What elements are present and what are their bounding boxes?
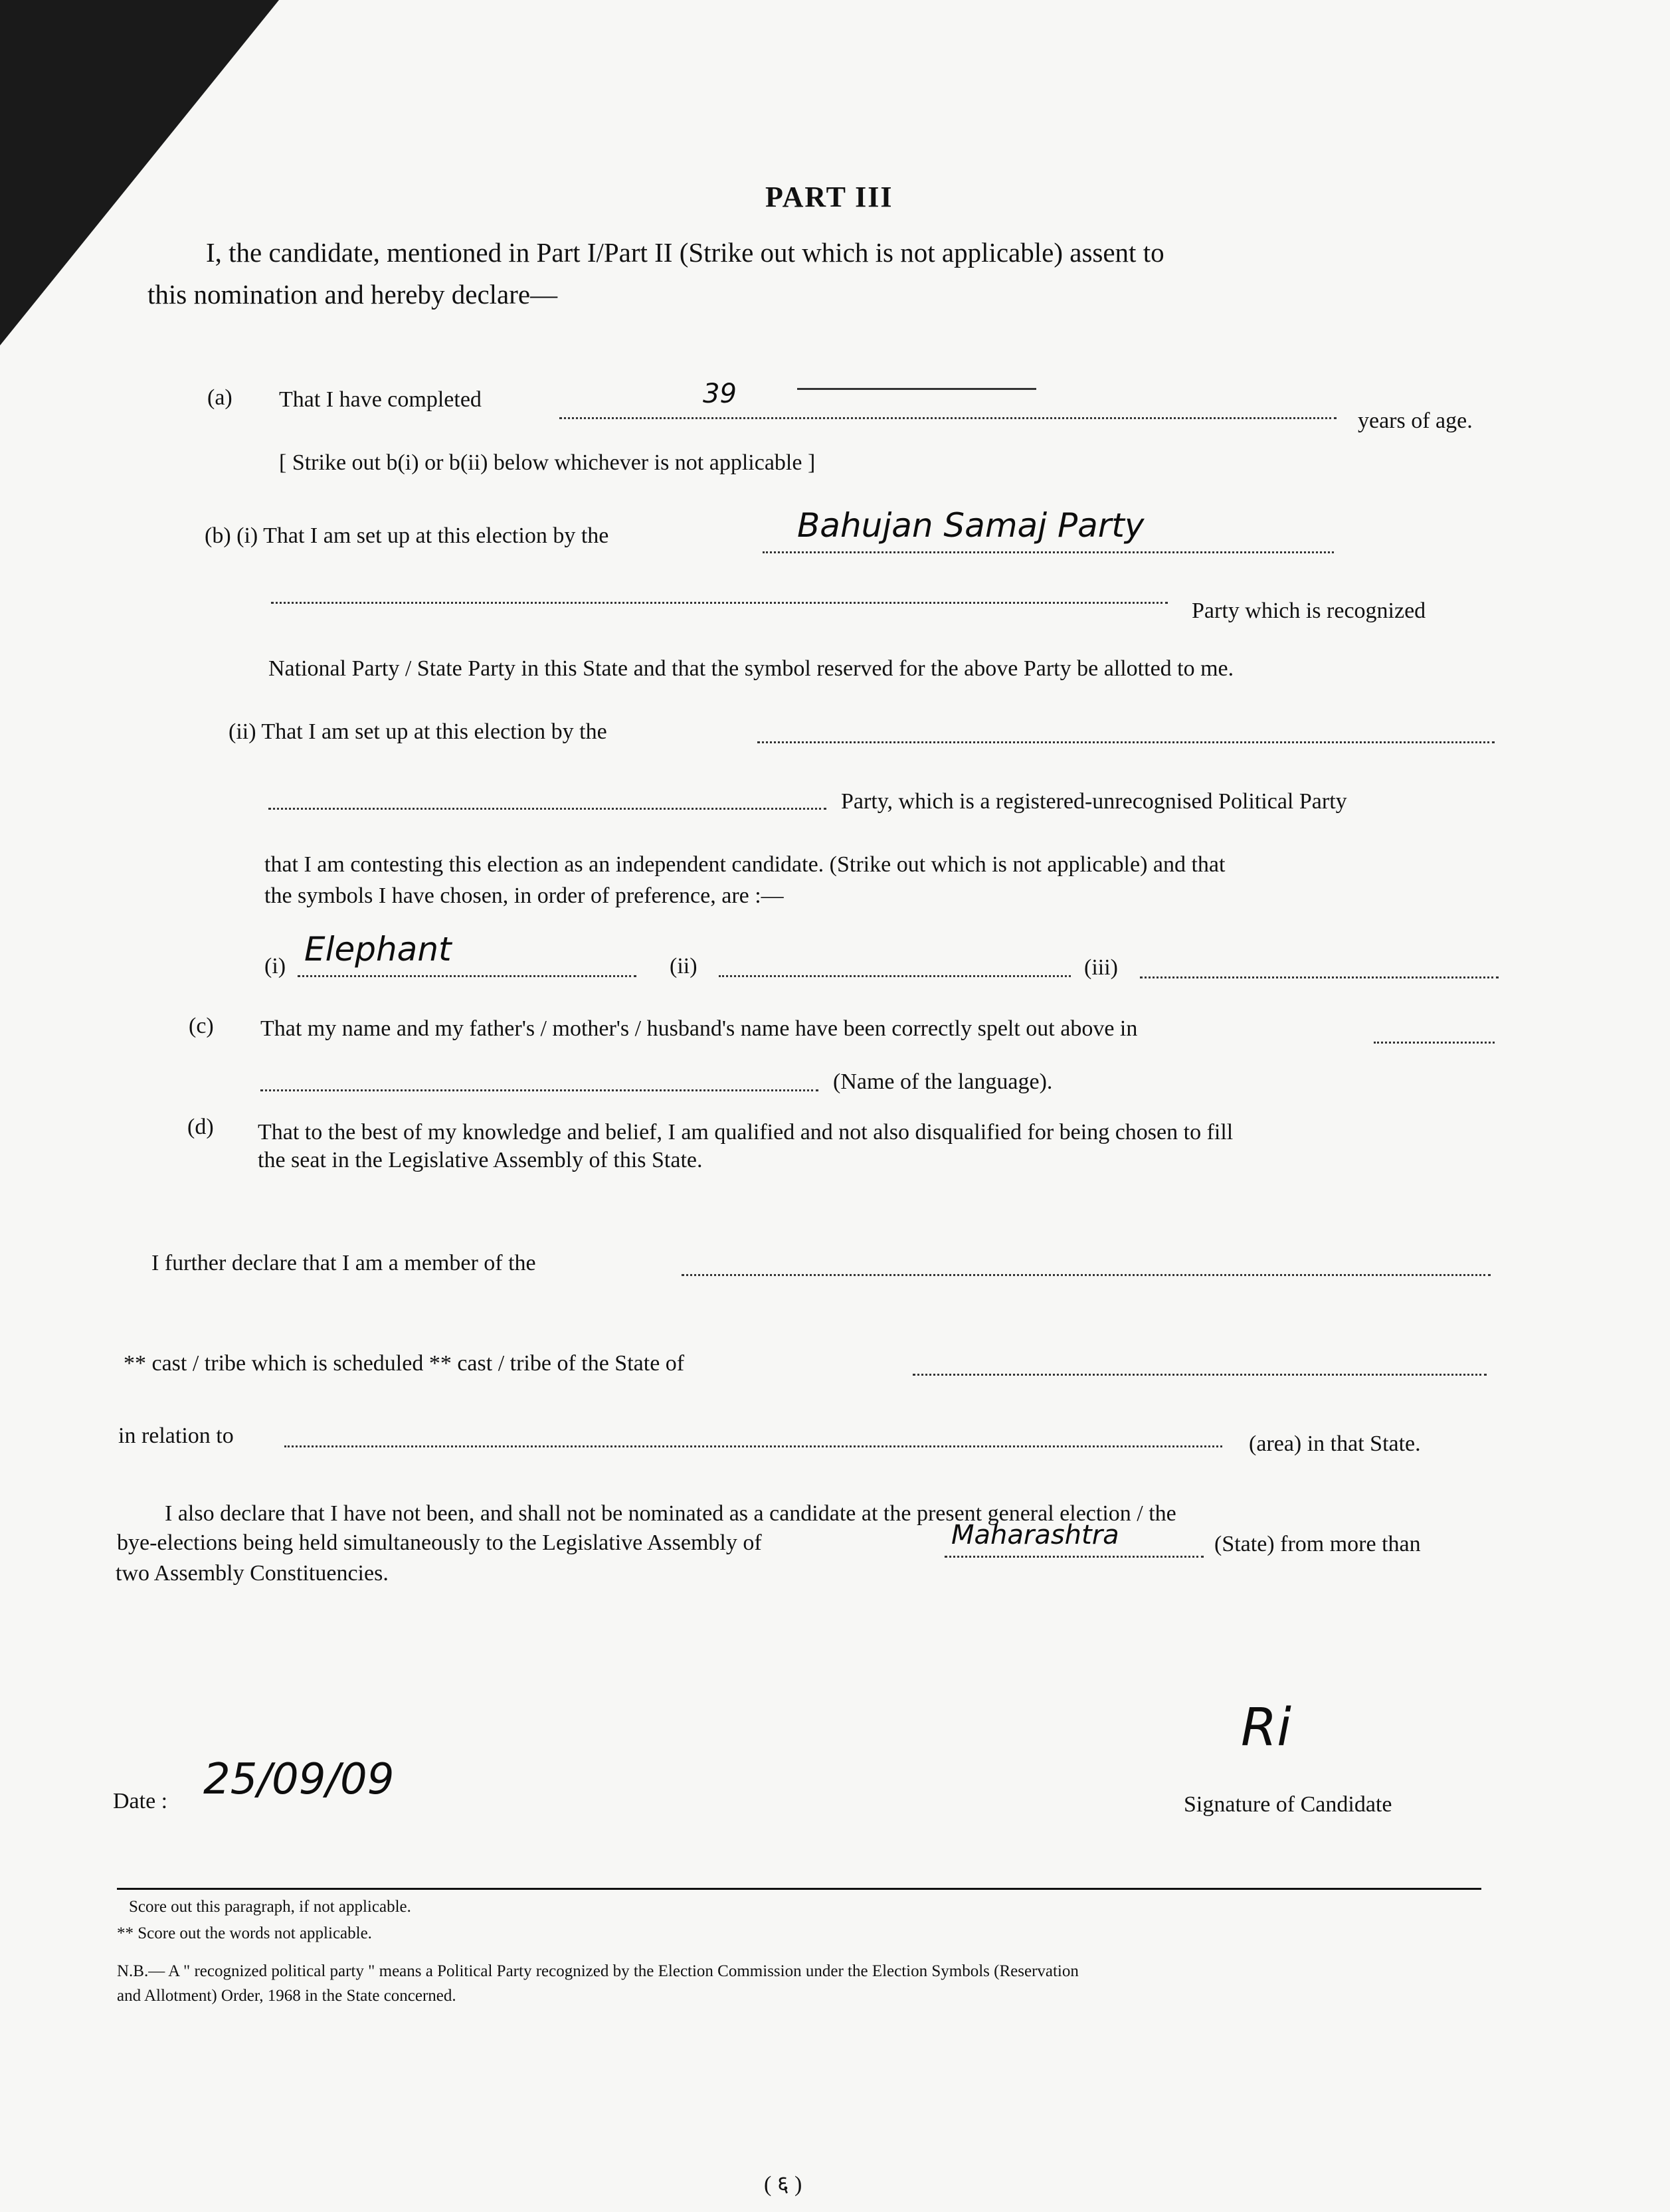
intro-line-2: this nomination and hereby declare— [147, 279, 558, 310]
language-field[interactable] [1374, 1042, 1495, 1044]
footnote-rule [117, 1888, 1481, 1890]
item-b1-line3: National Party / State Party in this State and that the symbol reserved for the above Party be allotted to me. [268, 656, 1234, 681]
registered-party-field[interactable] [757, 741, 1495, 743]
age-value: 39 [703, 379, 737, 409]
symbol-i-label: (i) [264, 954, 286, 978]
registered-party-field-line-2[interactable] [268, 808, 826, 810]
item-a-label: (a) [207, 385, 232, 410]
language-field-line-2[interactable] [260, 1089, 818, 1091]
further-line-3-prefix: in relation to [118, 1424, 234, 1448]
symbol-iii-field[interactable] [1140, 976, 1499, 978]
page-number: ( ६ ) [764, 2172, 802, 2197]
item-d-line-2: the seat in the Legislative Assembly of this State. [258, 1148, 703, 1172]
age-field[interactable] [559, 417, 1337, 419]
item-d-line-1: That to the best of my knowledge and belief, I am qualified and not also disqualified for being chosen to fill [258, 1120, 1234, 1145]
item-d-label: (d) [187, 1115, 214, 1139]
also-line-1: I also declare that I have not been, and shall not be nominated as a candidate at the present general election / the [165, 1501, 1176, 1526]
symbol-i-field[interactable] [298, 975, 636, 977]
also-line-3: two Assembly Constituencies. [116, 1561, 389, 1586]
footnote-nb-line-2: and Allotment) Order, 1968 in the State concerned. [117, 1987, 456, 2005]
handwritten-dash [797, 388, 1036, 390]
independent-line-1: that I am contesting this election as an independent candidate. (Strike out which is not applicable) and that [264, 852, 1226, 877]
item-c-suffix: (Name of the language). [833, 1069, 1053, 1094]
independent-line-2: the symbols I have chosen, in order of preference, are :— [264, 883, 784, 908]
signature-label: Signature of Candidate [1184, 1792, 1392, 1817]
item-b1-label: (b) (i) That I am set up at this election by the [205, 523, 609, 548]
also-line-2-prefix: bye-elections being held simultaneously to the Legislative Assembly of [117, 1530, 762, 1555]
symbol-i-value: Elephant [304, 930, 452, 968]
item-a-text: That I have completed [279, 387, 482, 412]
item-b2-line2-suffix: Party, which is a registered-unrecognised Political Party [841, 789, 1347, 814]
party-value: Bahujan Samaj Party [797, 506, 1145, 545]
symbol-ii-label: (ii) [670, 954, 697, 978]
also-line-2-suffix: (State) from more than [1214, 1532, 1421, 1556]
footnote-1: Score out this paragraph, if not applicable. [129, 1898, 411, 1916]
assembly-state-value: Maharashtra [951, 1520, 1119, 1550]
item-c-text: That my name and my father's / mother's / husband's name have been correctly spelt out above in [260, 1016, 1138, 1041]
further-line-1: I further declare that I am a member of the [151, 1251, 536, 1275]
party-field[interactable] [763, 551, 1334, 553]
party-field-line-2[interactable] [271, 602, 1168, 604]
item-b2-label: (ii) That I am set up at this election by the [229, 719, 607, 744]
item-c-label: (c) [189, 1014, 214, 1038]
footnote-2: ** Score out the words not applicable. [117, 1924, 372, 1942]
date-label: Date : [113, 1789, 168, 1813]
footnote-nb-line-1: N.B.— A " recognized political party " means a Political Party recognized by the Election Commission under the Election Symbols (Reservation [117, 1962, 1079, 1980]
item-a-suffix: years of age. [1358, 409, 1473, 433]
date-value: 25/09/09 [203, 1755, 395, 1804]
signature-mark: Ri [1241, 1698, 1291, 1758]
symbol-iii-label: (iii) [1084, 955, 1118, 980]
further-line-3-suffix: (area) in that State. [1249, 1431, 1421, 1456]
intro-line-1: I, the candidate, mentioned in Part I/Part II (Strike out which is not applicable) assent to [206, 237, 1164, 268]
area-field[interactable] [284, 1445, 1222, 1447]
further-line-2: ** cast / tribe which is scheduled ** cast / tribe of the State of [124, 1351, 685, 1376]
page-title: PART III [765, 181, 893, 213]
assembly-state-field[interactable] [945, 1556, 1204, 1558]
state-of-field[interactable] [913, 1374, 1487, 1376]
member-of-field[interactable] [682, 1274, 1491, 1276]
item-b1-line2-suffix: Party which is recognized [1192, 599, 1426, 623]
strike-note: [ Strike out b(i) or b(ii) below whichever is not applicable ] [279, 450, 816, 475]
symbol-ii-field[interactable] [719, 975, 1071, 977]
